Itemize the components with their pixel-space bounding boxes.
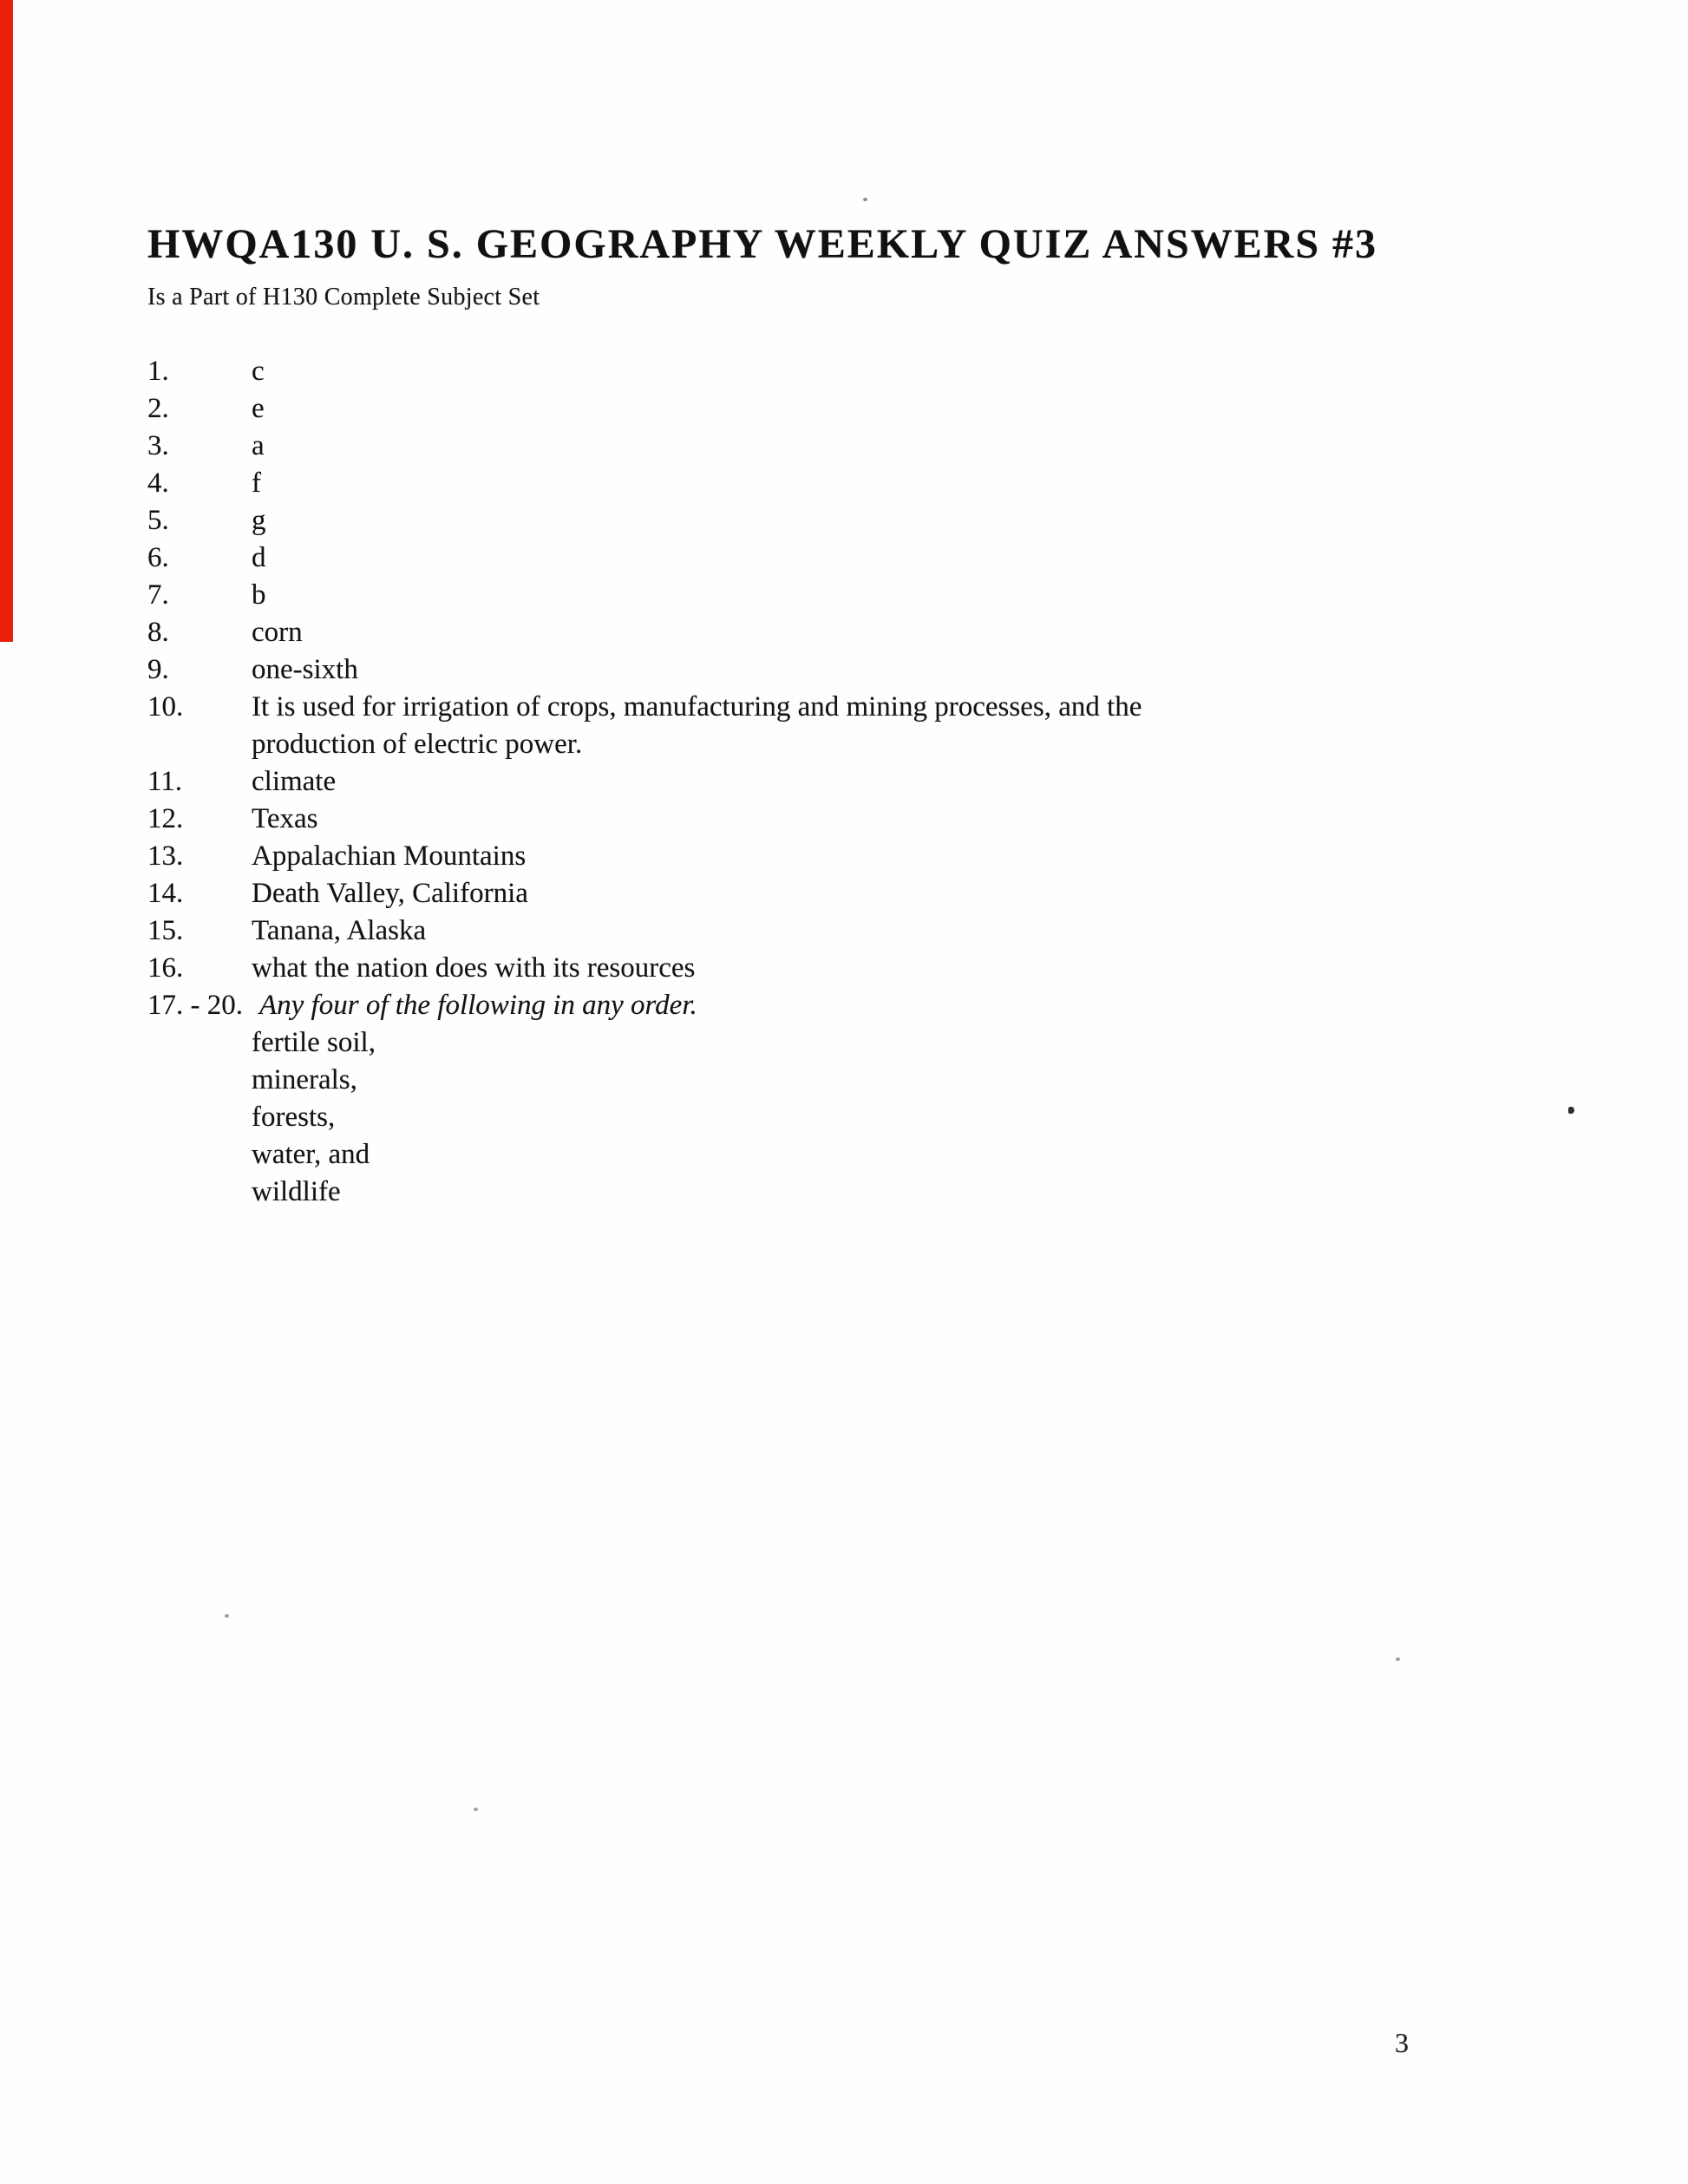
answer-text: Death Valley, California [252, 878, 528, 909]
answer-row [147, 763, 1379, 801]
page-subtitle: Is a Part of H130 Complete Subject Set [147, 284, 540, 311]
answer-row [147, 614, 1379, 651]
answer-row [147, 428, 1379, 465]
range-option: wildlife [252, 1176, 341, 1207]
answer-row [147, 875, 1379, 912]
answer-text: Texas [252, 803, 318, 834]
answer-number: 10. [147, 691, 184, 723]
answer-text: g [252, 505, 266, 536]
answer-number: 8. [147, 617, 169, 648]
red-scan-edge-artifact [0, 0, 13, 642]
range-answer-note: Any four of the following in any order. [259, 990, 697, 1021]
answer-text: d [252, 542, 266, 573]
answer-number: 9. [147, 654, 169, 685]
answer-number: 12. [147, 803, 184, 834]
scan-speck [1568, 1107, 1574, 1114]
answer-text: Appalachian Mountains [252, 840, 527, 872]
answer-row [147, 465, 1379, 502]
page-title: HWQA130 U. S. GEOGRAPHY WEEKLY QUIZ ANSWERS #3 [147, 221, 1378, 267]
answer-row [147, 390, 1379, 428]
range-answer-options [147, 1024, 1379, 1211]
answer-text [252, 689, 1379, 763]
answer-text: a [252, 430, 265, 461]
answer-text: e [252, 393, 265, 424]
range-answer-row [147, 987, 1379, 1024]
answer-row [147, 801, 1379, 838]
answer-number: 5. [147, 505, 169, 536]
answer-number: 11. [147, 766, 183, 797]
answer-number: 7. [147, 579, 169, 611]
answer-text: b [252, 579, 266, 611]
range-answer-label: 17. - 20. [147, 990, 243, 1021]
answer-text: one-sixth [252, 654, 358, 685]
scan-speck [1396, 1658, 1400, 1661]
answer-number: 6. [147, 542, 169, 573]
answer-text: Tanana, Alaska [252, 915, 427, 946]
range-option: minerals, [252, 1064, 357, 1095]
answer-row [147, 577, 1379, 614]
answer-text: corn [252, 617, 303, 648]
answer-number: 3. [147, 430, 169, 461]
answer-text: what the nation does with its resources [252, 952, 696, 984]
answer-row [147, 689, 1379, 763]
range-option: forests, [252, 1102, 336, 1133]
answer-text: c [252, 356, 265, 387]
page-number: 3 [1395, 2027, 1409, 2058]
answer-number: 13. [147, 840, 184, 872]
answer-number: 16. [147, 952, 184, 984]
scan-speck [225, 1614, 229, 1618]
answer-row [147, 353, 1379, 390]
answer-row [147, 838, 1379, 875]
scan-speck [863, 198, 867, 201]
answer-text: climate [252, 766, 337, 797]
range-option: water, and [252, 1139, 370, 1170]
answer-list [147, 353, 1379, 1211]
answer-row [147, 950, 1379, 987]
answer-number: 15. [147, 915, 184, 946]
answer-number: 4. [147, 468, 169, 499]
answer-number: 14. [147, 878, 184, 909]
answer-row [147, 651, 1379, 689]
scan-speck [474, 1808, 478, 1811]
answer-row [147, 539, 1379, 577]
answer-row [147, 912, 1379, 950]
answer-text: f [252, 468, 261, 499]
answer-number: 1. [147, 356, 169, 387]
answer-text-line: It is used for irrigation of crops, manufacturing and mining processes, and the [252, 691, 1142, 723]
answer-text-line: production of electric power. [252, 729, 583, 760]
answer-row [147, 502, 1379, 539]
answer-number: 2. [147, 393, 169, 424]
range-option: fertile soil, [252, 1027, 376, 1058]
